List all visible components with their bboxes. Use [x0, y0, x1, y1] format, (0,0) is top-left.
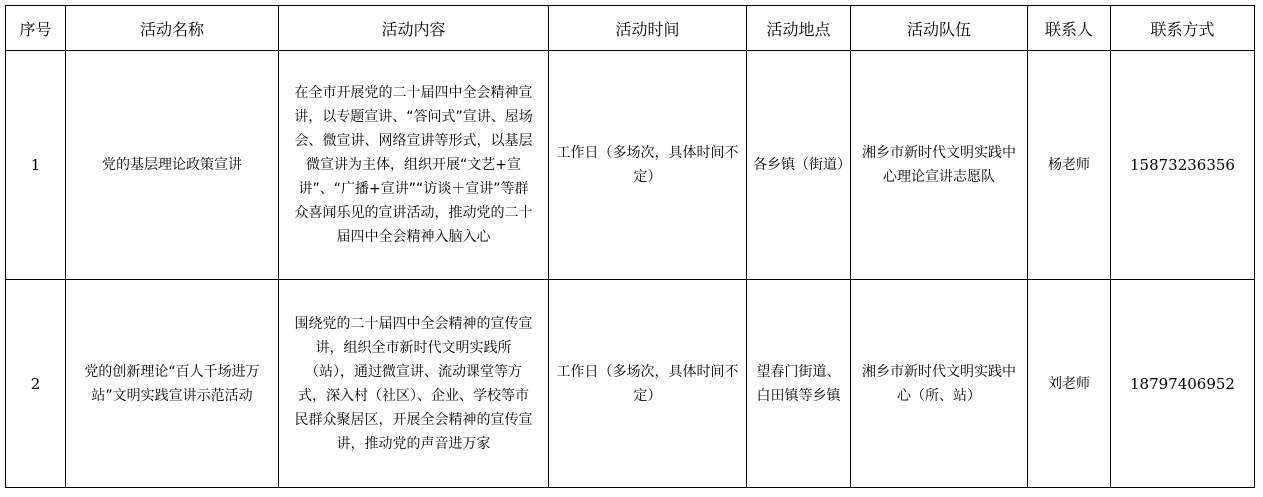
table-row — [6, 51, 1255, 280]
cell-name: 党的创新理论“百人千场进万站”文明实践宣讲示范活动 — [66, 280, 279, 488]
cell-time: 工作日（多场次，具体时间不定） — [549, 280, 747, 488]
cell-contact: 刘老师 — [1028, 280, 1111, 488]
table-row — [6, 280, 1255, 488]
cell-phone: 15873236356 — [1111, 51, 1255, 280]
cell-contact: 杨老师 — [1028, 51, 1111, 280]
activity-table — [5, 5, 1255, 488]
cell-place: 各乡镇（街道） — [747, 51, 851, 280]
cell-content: 围绕党的二十届四中全会精神的宣传宣讲，组织全市新时代文明实践所（站），通过微宣讲、流动课堂等方式，深入村（社区）、企业、学校等市民群众聚居区，开展全会精神的宣传宣讲，推动党的声音进万家 — [279, 280, 549, 488]
cell-no: 1 — [6, 51, 66, 280]
header-name: 活动名称 — [66, 6, 279, 51]
header-row — [6, 6, 1255, 51]
cell-place: 望春门街道、白田镇等乡镇 — [747, 280, 851, 488]
cell-name: 党的基层理论政策宣讲 — [66, 51, 279, 280]
cell-team: 湘乡市新时代文明实践中心理论宣讲志愿队 — [851, 51, 1028, 280]
cell-content: 在全市开展党的二十届四中全会精神宣讲，以专题宣讲、“答问式”宣讲、屋场会、微宣讲、网络宣讲等形式，以基层微宣讲为主体，组织开展“文艺+宣讲”、“广播+宣讲”“访谈＋宣讲”等群众喜闻乐见的宣讲活动，推动党的二十届四中全会精神入脑入心 — [279, 51, 549, 280]
header-place: 活动地点 — [747, 6, 851, 51]
header-time: 活动时间 — [549, 6, 747, 51]
cell-no: 2 — [6, 280, 66, 488]
header-content: 活动内容 — [279, 6, 549, 51]
cell-team: 湘乡市新时代文明实践中心（所、站） — [851, 280, 1028, 488]
header-team: 活动队伍 — [851, 6, 1028, 51]
cell-phone: 18797406952 — [1111, 280, 1255, 488]
header-no: 序号 — [6, 6, 66, 51]
header-contact: 联系人 — [1028, 6, 1111, 51]
cell-time: 工作日（多场次，具体时间不定） — [549, 51, 747, 280]
header-phone: 联系方式 — [1111, 6, 1255, 51]
